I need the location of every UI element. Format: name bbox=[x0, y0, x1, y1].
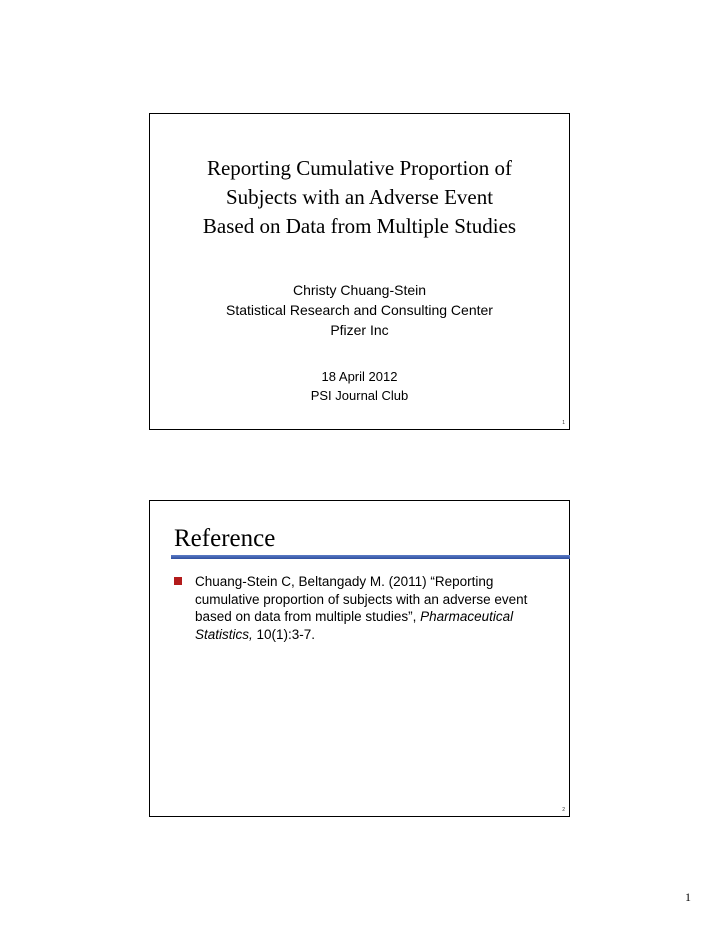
event-name: PSI Journal Club bbox=[310, 388, 409, 403]
bullet-square-icon bbox=[174, 577, 182, 585]
title-line-3: Based on Data from Multiple Studies bbox=[202, 214, 517, 238]
slide-1-title bbox=[150, 154, 569, 241]
title-line-2: Subjects with an Adverse Event bbox=[225, 185, 494, 209]
author-company: Pfizer Inc bbox=[330, 322, 389, 338]
reference-text bbox=[195, 573, 545, 643]
presentation-date: 18 April 2012 bbox=[321, 369, 398, 384]
slide-1 bbox=[149, 113, 570, 430]
title-line-1: Reporting Cumulative Proportion of bbox=[206, 156, 513, 180]
author-affiliation: Statistical Research and Consulting Center bbox=[226, 302, 493, 318]
journal-name: Pharmaceutical Statistics, bbox=[195, 609, 514, 642]
author-block bbox=[150, 280, 569, 340]
date-block bbox=[150, 367, 569, 405]
reference-citation: 10(1):3-7. bbox=[252, 626, 316, 642]
reference-lead: Chuang-Stein C, Beltangady M. (2011) “Reporting cumulative proportion of subjects with an adverse event based on data from multiple studies”, bbox=[195, 574, 528, 624]
slide-2-title: Reference bbox=[174, 525, 276, 552]
author-name: Christy Chuang-Stein bbox=[292, 282, 427, 298]
page-number: 1 bbox=[685, 890, 691, 904]
slide-number: 2 bbox=[562, 807, 565, 813]
slide-number: 1 bbox=[562, 420, 565, 426]
title-underline bbox=[171, 555, 570, 559]
slide-2 bbox=[149, 500, 570, 817]
reference-bullet bbox=[174, 573, 545, 643]
